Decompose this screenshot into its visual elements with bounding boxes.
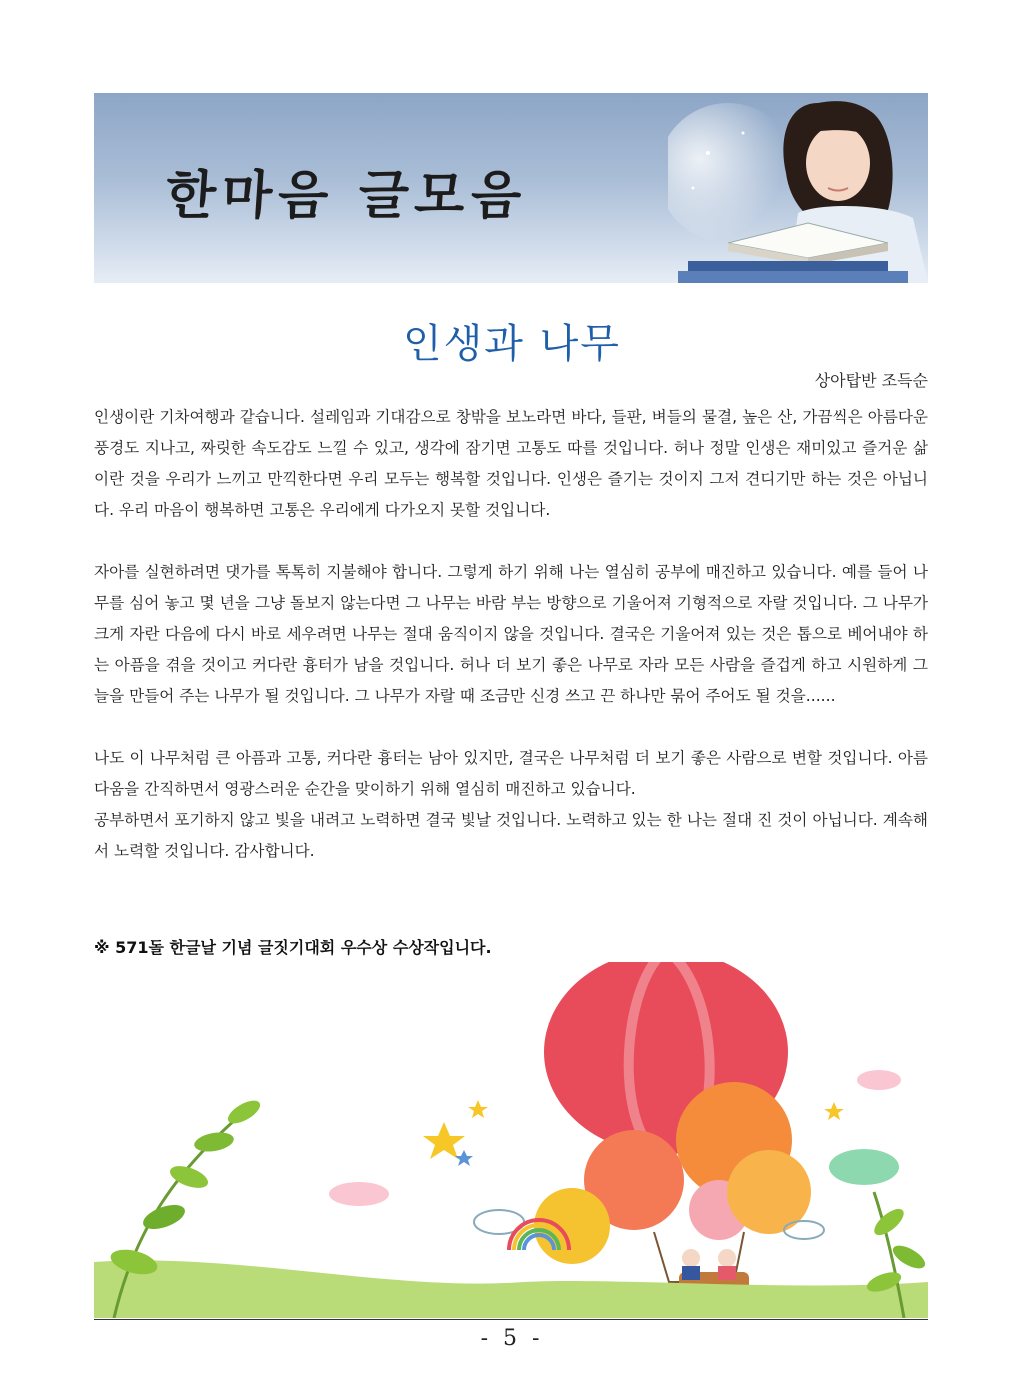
hot-air-balloon-icon: [534, 962, 811, 1312]
article-title: 인생과 나무: [403, 321, 621, 367]
balloon-illustration: [94, 962, 928, 1318]
paragraph: 나도 이 나무처럼 큰 아픔과 고통, 커다란 흉터는 남아 있지만, 결국은 나무처럼 더 보기 좋은 사람으로 변할 것입니다. 아름다움을 간직하면서 영광스러운 순간을 맞이하기 위해 열심히 매진하고 있습니다.: [94, 749, 928, 798]
footer-divider: [94, 1319, 928, 1320]
page-number: - 5 -: [480, 1326, 544, 1351]
banner-title: 한마음 글모음: [163, 166, 530, 226]
paragraph: 공부하면서 포기하지 않고 빛을 내려고 노력하면 결국 빛날 것입니다. 노력하고 있는 한 나는 절대 진 것이 아닙니다. 계속해서 노력할 것입니다. 감사합니다.: [94, 811, 928, 860]
author-byline: 상아탑반 조득순: [814, 371, 928, 390]
girl-reading-icon: [668, 93, 928, 283]
article-body: [94, 402, 928, 867]
paragraph: 인생이란 기차여행과 같습니다. 설레임과 기대감으로 창밖을 보노라면 바다, 들판, 벼들의 물결, 높은 산, 가끔씩은 아름다운 풍경도 지나고, 짜릿한 속도감도 느낄 수 있고, 생각에 잠기면 고통도 따를 것입니다. 허나 정말 인생은 재미있고 즐거운 삶이란 것을 우리가 느끼고 만끽한다면 우리 모두는 행복할 것입니다. 인생은 즐기는 것이지 그저 견디기만 하는 것은 아닙니다. 우리 마음이 행복하면 고통은 우리에게 다가오지 못할 것입니다.: [94, 408, 928, 519]
paragraph: 자아를 실현하려면 댓가를 톡톡히 지불해야 합니다. 그렇게 하기 위해 나는 열심히 공부에 매진하고 있습니다. 예를 들어 나무를 심어 놓고 몇 년을 그냥 돌보지 않는다면 그 나무는 바람 부는 방향으로 기울어져 기형적으로 자랄 것입니다. 그 나무가 크게 자란 다음에 다시 바로 세우려면 나무는 절대 움직이지 않을 것입니다. 결국은 기울어져 있는 것은 톱으로 베어내야 하는 아픔을 겪을 것이고 커다란 흉터가 남을 것입니다. 허나 더 보기 좋은 나무로 자라 모든 사람을 즐겁게 하고 시원하게 그늘을 만들어 주는 나무가 될 것입니다. 그 나무가 자랄 때 조금만 신경 쓰고 끈 하나만 묶어 주어도 될 것을......: [94, 563, 928, 705]
header-banner: [94, 93, 928, 283]
award-note: ※ 571돌 한글날 기념 글짓기대회 우수상 수상작입니다.: [94, 938, 492, 957]
